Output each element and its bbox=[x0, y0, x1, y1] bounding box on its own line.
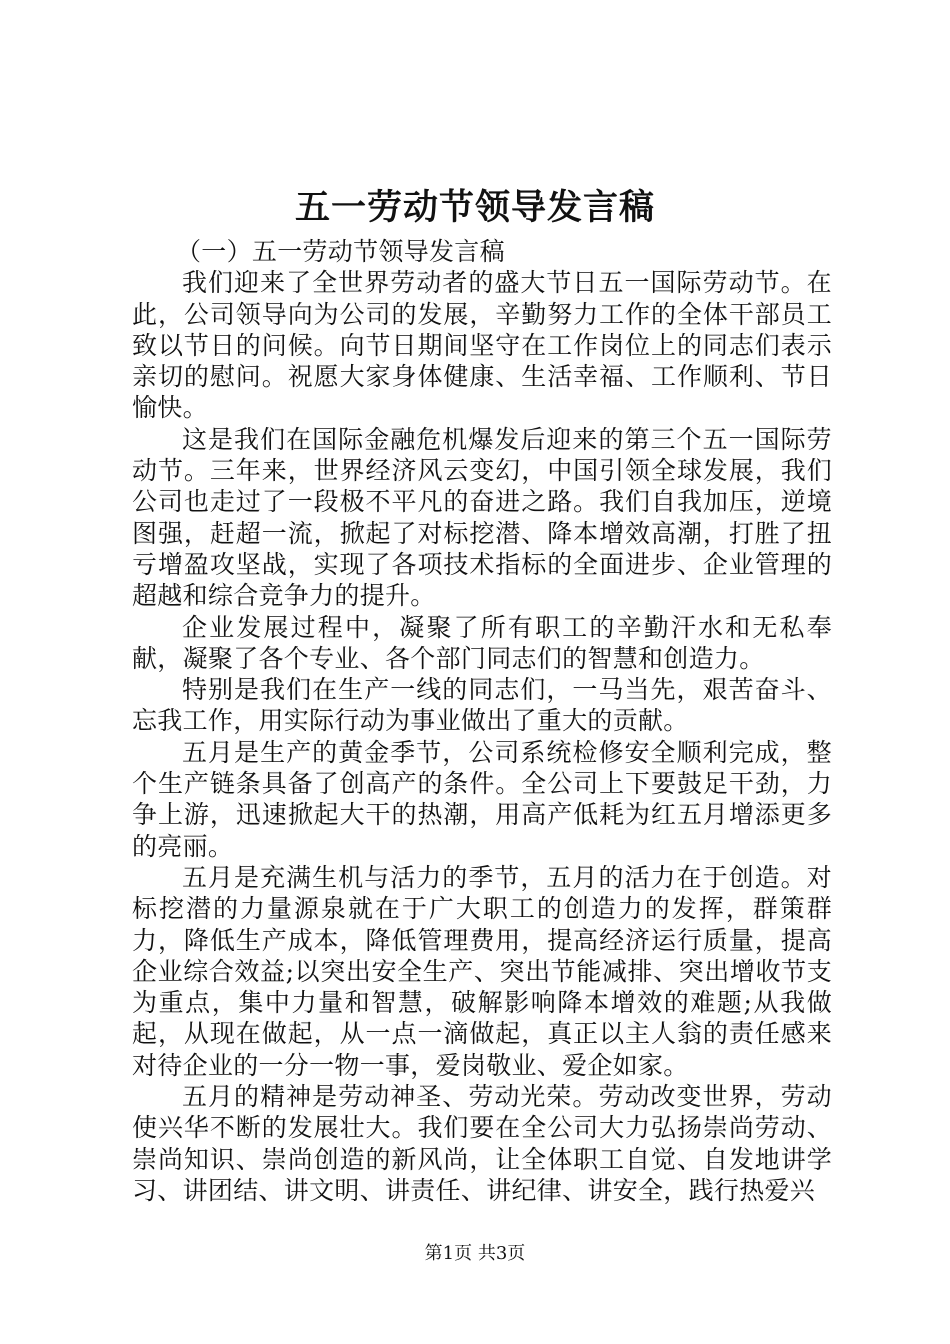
document-title: 五一劳动节领导发言稿 bbox=[294, 187, 655, 228]
paragraph: 特别是我们在生产一线的同志们，一马当先，艰苦奋斗、忘我工作，用实际行动为事业做出了重大的贡献。 bbox=[132, 675, 832, 736]
page-number-footer: 第1页 共3页 bbox=[424, 1243, 526, 1264]
section-heading: （一）五一劳动节领导发言稿 bbox=[176, 237, 505, 266]
paragraph: 五月是充满生机与活力的季节，五月的活力在于创造。对标挖潜的力量源泉就在于广大职工的创造力的发挥，群策群力，降低生产成本，降低管理费用，提高经济运行质量，提高企业综合效益;以突出安全生产、突出节能减排、突出增收节支为重点，集中力量和智慧，破解影响降本增效的难题;从我做起，从现在做起，从一点一滴做起，真正以主人翁的责任感来对待企业的一分一物一事，爱岗敬业、爱企如家。 bbox=[132, 862, 832, 1080]
paragraph: 五月的精神是劳动神圣、劳动光荣。劳动改变世界，劳动使兴华不断的发展壮大。我们要在全公司大力弘扬崇尚劳动、崇尚知识、崇尚创造的新风尚，让全体职工自觉、自发地讲学习、讲团结、讲文明、讲责任、讲纪律、讲安全，践行热爱兴 bbox=[132, 1082, 832, 1205]
paragraph: 五月是生产的黄金季节，公司系统检修安全顺利完成，整个生产链条具备了创高产的条件。全公司上下要鼓足干劲，力争上游，迅速掀起大干的热潮，用高产低耗为红五月增添更多的亮丽。 bbox=[132, 737, 832, 861]
paragraph: 这是我们在国际金融危机爆发后迎来的第三个五一国际劳动节。三年来，世界经济风云变幻，中国引领全球发展，我们公司也走过了一段极不平凡的奋进之路。我们自我加压，逆境图强，赶超一流，掀起了对标挖潜、降本增效高潮，打胜了扭亏增盈攻坚战，实现了各项技术指标的全面进步、企业管理的超越和综合竞争力的提升。 bbox=[132, 424, 832, 611]
paragraph: 企业发展过程中，凝聚了所有职工的辛勤汗水和无私奉献，凝聚了各个专业、各个部门同志们的智慧和创造力。 bbox=[132, 612, 832, 673]
document-body bbox=[132, 236, 832, 1206]
paragraph: 我们迎来了全世界劳动者的盛大节日五一国际劳动节。在此，公司领导向为公司的发展，辛勤努力工作的全体干部员工致以节日的问候。向节日期间坚守在工作岗位上的同志们表示亲切的慰问。祝愿大家身体健康、生活幸福、工作顺利、节日愉快。 bbox=[132, 268, 832, 423]
